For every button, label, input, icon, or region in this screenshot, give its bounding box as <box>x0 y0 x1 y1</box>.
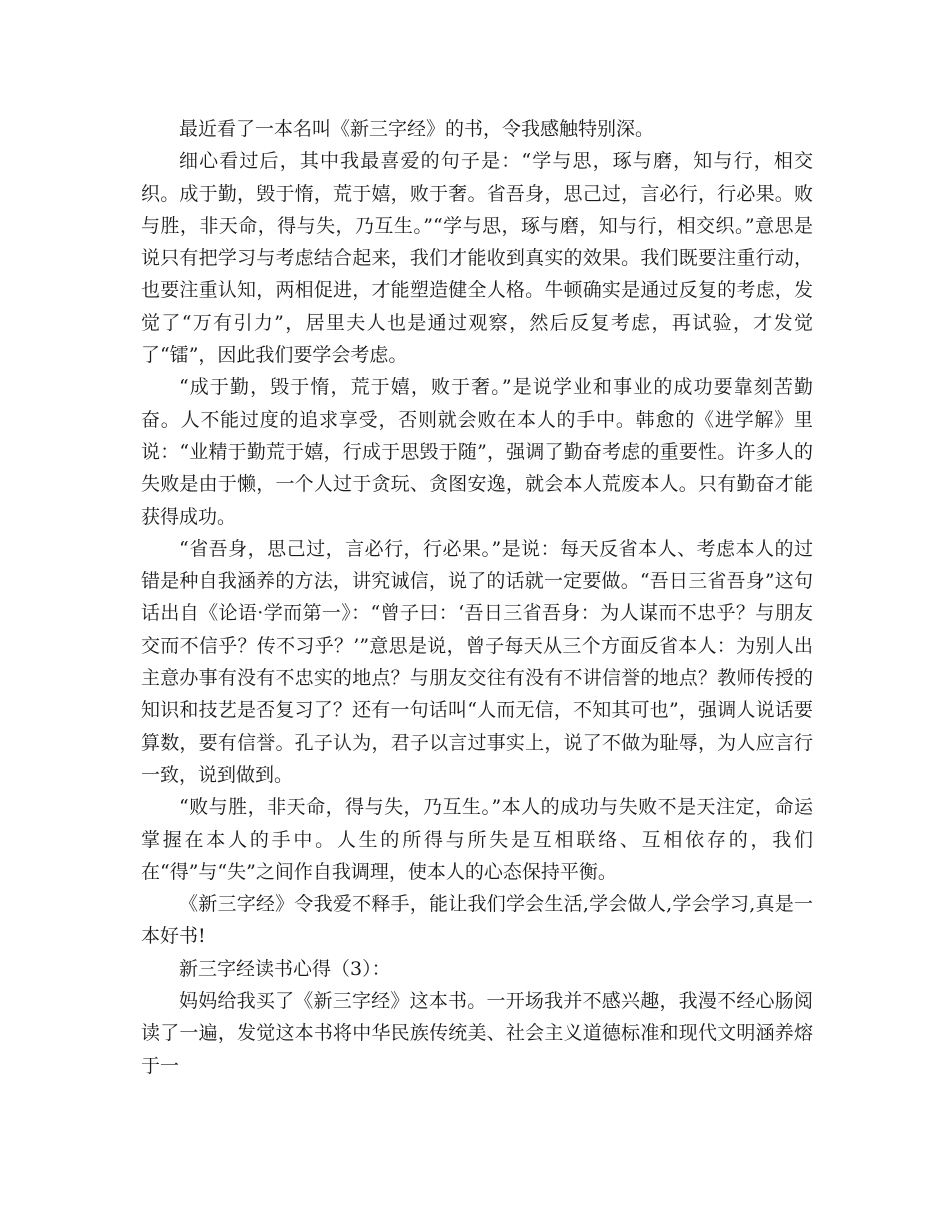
paragraph-intro: 最近看了一本名叫《新三字经》的书，令我感触特别深。 <box>179 118 655 140</box>
section-heading: 新三字经读书心得（3）： <box>179 957 391 980</box>
paragraph-section-3-start: 妈妈给我买了《新三字经》这本书。一开场我并不感兴趣，我漫不经心肠阅读了一遍，发觉这本书将中华民族传统美、社会主义道德标准和现代文明涵养熔于一 <box>141 990 813 1077</box>
paragraph-conclusion: 《新三字经》令我爱不释手，能让我们学会生活,学会做人,学会学习,真是一本好书! <box>141 893 813 948</box>
paragraph-diligence: “成于勤，毁于惰，荒于嬉，败于奢。”是说学业和事业的成功要靠刻苦勤奋。人不能过度的追求享受，否则就会败在本人的手中。韩愈的《进学解》里说：“业精于勤荒于嬉，行成于思毁于随”，强调了勤奋考虑的重要性。许多人的失败是由于懒，一个人过于贪玩、贪图安逸，就会本人荒废本人。只有勤奋才能获得成功。 <box>141 376 813 528</box>
document-body <box>141 113 813 1082</box>
paragraph-favorite-quote: 细心看过后，其中我最喜爱的句子是：“学与思，琢与磨，知与行，相交织。成于勤，毁于惰，荒于嬉，败于奢。省吾身，思己过，言必行，行必果。败与胜，非天命，得与失，乃互生。”“学与思，琢与磨，知与行，相交织。”意思是说只有把学习与考虑结合起来，我们才能收到真实的效果。我们既要注重行动，也要注重认知，两相促进，才能塑造健全人格。牛顿确实是通过反复的考虑，发觉了“万有引力”，居里夫人也是通过观察，然后反复考虑，再试验，才发觉了“镭”，因此我们要学会考虑。 <box>141 150 813 367</box>
paragraph-success-failure: “败与胜，非天命，得与失，乃互生。”本人的成功与失败不是天注定，命运掌握在本人的手中。人生的所得与所失是互相联络、互相依存的，我们在“得”与“失”之间作自我调理，使本人的心态保持平衡。 <box>141 796 813 883</box>
paragraph-self-reflection: “省吾身，思己过，言必行，行必果。”是说：每天反省本人、考虑本人的过错是种自我涵养的方法，讲究诚信，说了的话就一定要做。“吾日三省吾身”这句话出自《论语·学而第一》：“曾子曰：‘吾日三省吾身：为人谋而不忠乎？与朋友交而不信乎？传不习乎？’”意思是说，曾子每天从三个方面反省本人：为别人出主意办事有没有不忠实的地点？与朋友交往有没有不讲信誉的地点？教师传授的知识和技艺是否复习了？还有一句话叫“人而无信，不知其可也”，强调人说话要算数，要有信誉。孔子认为，君子以言过事实上，说了不做为耻辱，为人应言行一致，说到做到。 <box>141 537 813 786</box>
